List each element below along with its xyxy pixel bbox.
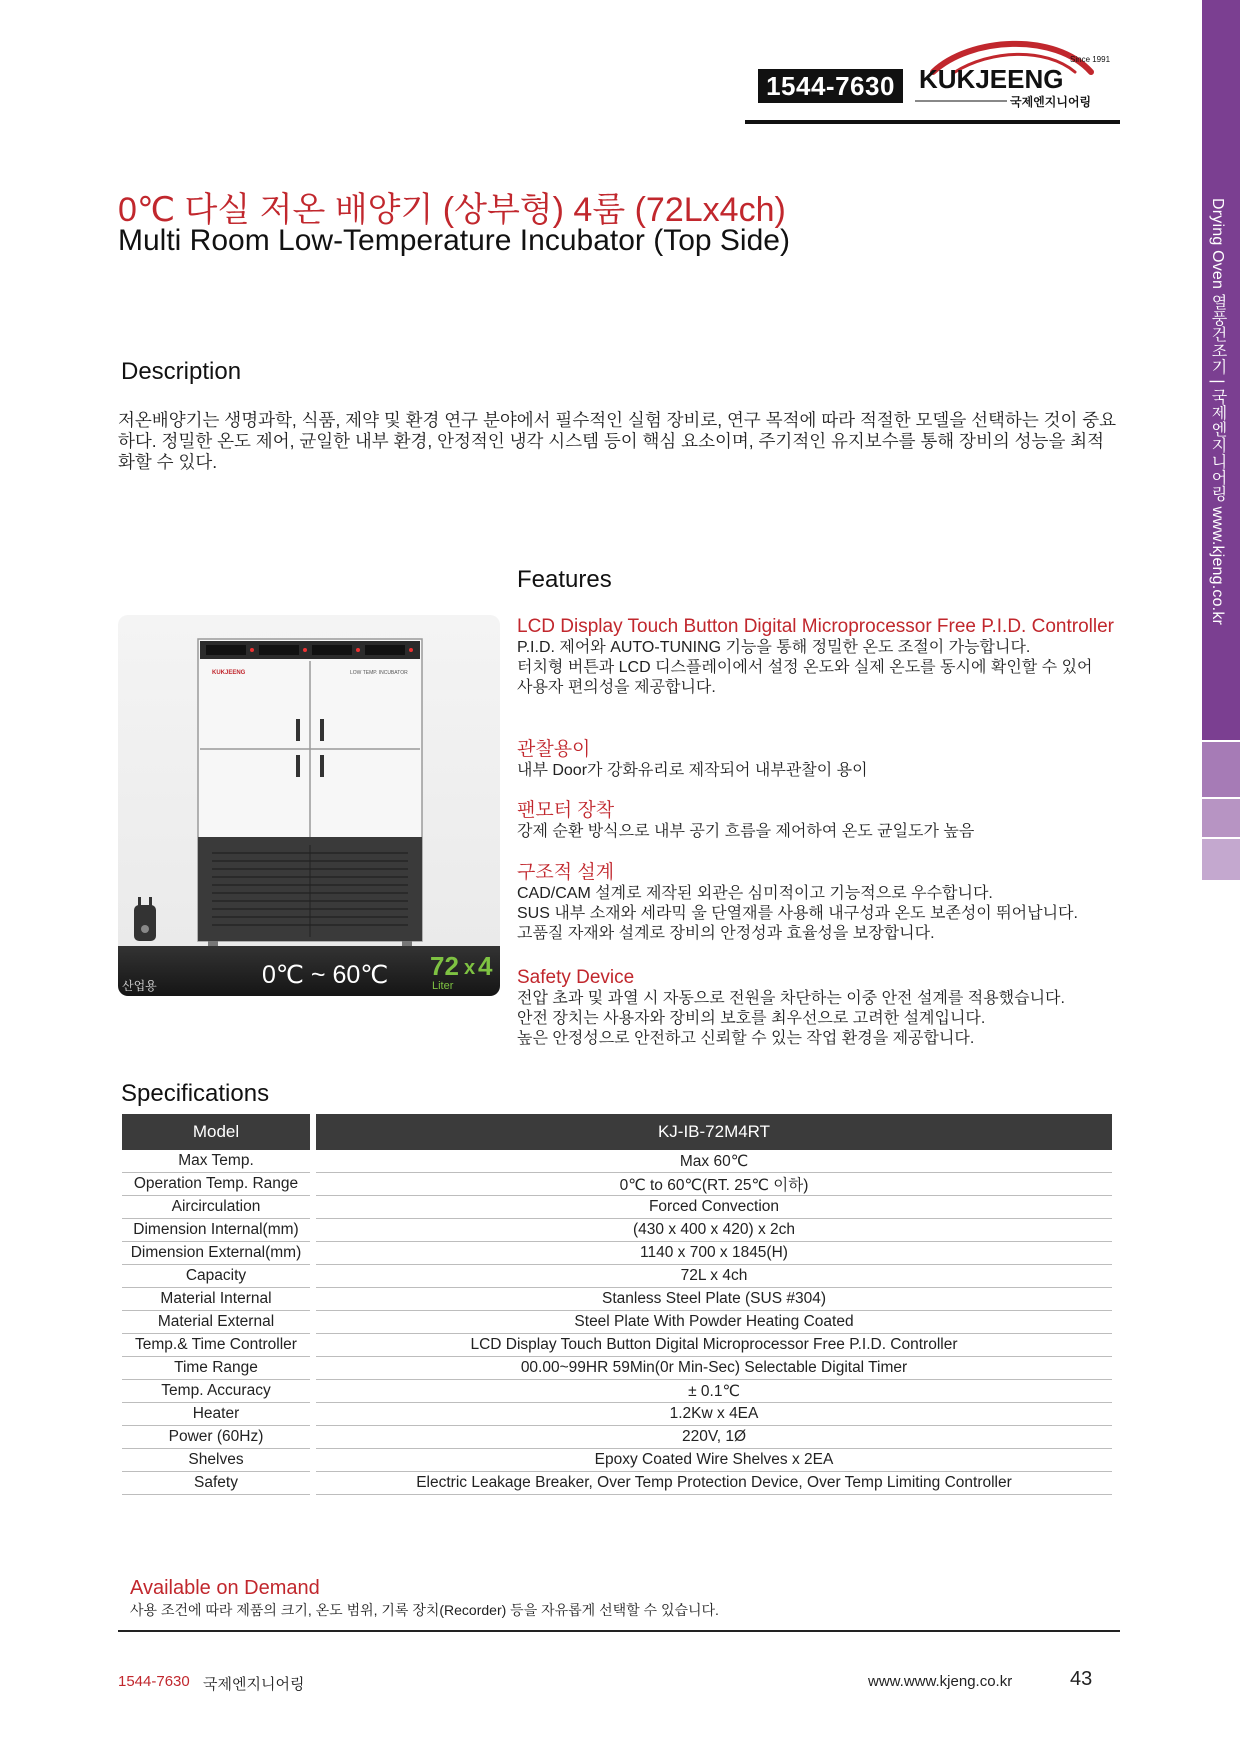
spec-value: Forced Convection [316, 1196, 1112, 1219]
spec-value: Stanless Steel Plate (SUS #304) [316, 1288, 1112, 1311]
logo-wordmark: KUKJEENG [919, 64, 1064, 94]
feature-line: 안전 장치는 사용자와 장비의 보호를 최우선으로 고려한 설계입니다. [517, 1010, 986, 1027]
incubator-illustration [118, 615, 500, 985]
description-heading: Description [121, 358, 242, 385]
bottom-rule [118, 1630, 1120, 1632]
feature-item-observation [517, 739, 1117, 781]
feature-line: 터치형 버튼과 LCD 디스플레이에서 설정 온도와 실제 온도를 동시에 확인할 수 있어 [517, 659, 1093, 676]
spec-value: LCD Display Touch Button Digital Microprocessor Free P.I.D. Controller [316, 1334, 1112, 1357]
spec-table [122, 1114, 1112, 1495]
feature-item-fan-motor [517, 800, 1117, 842]
spec-label: Material Internal [122, 1288, 310, 1311]
spec-label: Dimension Internal(mm) [122, 1219, 310, 1242]
spec-value: Steel Plate With Powder Heating Coated [316, 1311, 1112, 1334]
spec-header-row [122, 1114, 1112, 1150]
feature-title: 구조적 설계 [517, 862, 615, 883]
logo-swoosh-icon [915, 32, 1125, 112]
available-on-demand-title: Available on Demand [130, 1577, 320, 1599]
plug-icon [134, 897, 156, 941]
product-image [118, 615, 500, 985]
page-title-korean: 0℃ 다실 저온 배양기 (상부형) 4룸 (72Lx4ch) [118, 191, 786, 229]
available-on-demand-body: 사용 조건에 따라 제품의 크기, 온도 범위, 기록 장치(Recorder) 등을 자유롭게 선택할 수 있습니다. [130, 1602, 719, 1618]
capacity-count: 4 [478, 951, 493, 981]
feature-line: 고품질 자재와 설계로 장비의 안정성과 효율성을 보장합니다. [517, 925, 935, 942]
specifications-heading: Specifications [121, 1080, 270, 1107]
side-tab-text: Drying Oven 열풍건조기 | 국제엔지니어링 www.kjeng.co.kr [1209, 198, 1226, 626]
company-logo [915, 32, 1125, 112]
spec-label: Heater [122, 1403, 310, 1426]
capacity-value: 72 [430, 951, 459, 981]
feature-line: 전압 초과 및 과열 시 자동으로 전원을 차단하는 이중 안전 설계를 적용했습니다. [517, 990, 1065, 1007]
spec-value: 1140 x 700 x 1845(H) [316, 1242, 1112, 1265]
spec-row [122, 1380, 1112, 1403]
spec-value: 1.2Kw x 4EA [316, 1403, 1112, 1426]
spec-label: Temp. Accuracy [122, 1380, 310, 1403]
spec-label: Operation Temp. Range [122, 1173, 310, 1196]
footer-company: 국제엔지니어링 [203, 1676, 305, 1693]
feature-title: 팬모터 장착 [517, 800, 615, 821]
feature-line: 사용자 편의성을 제공합니다. [517, 679, 716, 696]
spec-row [122, 1357, 1112, 1380]
spec-row [122, 1173, 1112, 1196]
page-title-english: Multi Room Low-Temperature Incubator (Top Side) [118, 224, 790, 257]
logo-korean: 국제엔지니어링 [1010, 95, 1092, 109]
feature-line: 내부 Door가 강화유리로 제작되어 내부관찰이 용이 [517, 762, 868, 779]
spec-value: 00.00~99HR 59Min(0r Min-Sec) Selectable Digital Timer [316, 1357, 1112, 1380]
header-rule [745, 120, 1120, 124]
side-tab-segment-2 [1202, 742, 1240, 797]
feature-title: LCD Display Touch Button Digital Microprocessor Free P.I.D. Controller [517, 616, 1114, 637]
spec-label: Time Range [122, 1357, 310, 1380]
capacity-x: x [464, 957, 476, 979]
spec-row [122, 1311, 1112, 1334]
spec-row [122, 1196, 1112, 1219]
description-body: 저온배양기는 생명과학, 식품, 제약 및 환경 연구 분야에서 필수적인 실험 장비로, 연구 목적에 따라 적절한 모델을 선택하는 것이 중요하다. 정밀한 온도 제어, 균일한 내부 환경, 안정적인 냉각 시스템 등이 핵심 요소이며, 주기적인 유지보수를 통해 장비의 성능을 최적화할 수 있다. [118, 410, 1117, 472]
temp-range-badge: 0℃ ~ 60℃ [262, 961, 389, 989]
spec-label: Capacity [122, 1265, 310, 1288]
feature-line: 높은 안정성으로 안전하고 신뢰할 수 있는 작업 환경을 제공합니다. [517, 1030, 975, 1047]
spec-row [122, 1403, 1112, 1426]
spec-label: Material External [122, 1311, 310, 1334]
feature-line: 강제 순환 방식으로 내부 공기 흐름을 제어하여 온도 균일도가 높음 [517, 823, 975, 840]
spec-row [122, 1472, 1112, 1495]
feature-line: SUS 내부 소재와 세라믹 울 단열재를 사용해 내구성과 온도 보존성이 뛰어납니다. [517, 905, 1078, 922]
feature-title: Safety Device [517, 967, 635, 988]
spec-label: Max Temp. [122, 1150, 310, 1173]
spec-header-label: Model [122, 1114, 310, 1150]
capacity-unit: Liter [432, 980, 454, 992]
spec-value: Electric Leakage Breaker, Over Temp Protection Device, Over Temp Limiting Controller [316, 1472, 1112, 1495]
spec-value: 0℃ to 60℃(RT. 25℃ 이하) [316, 1173, 1112, 1196]
spec-label: Power (60Hz) [122, 1426, 310, 1449]
spec-header-model: KJ-IB-72M4RT [316, 1114, 1112, 1150]
spec-row [122, 1449, 1112, 1472]
spec-label: Temp.& Time Controller [122, 1334, 310, 1357]
features-heading: Features [517, 566, 612, 593]
spec-row [122, 1219, 1112, 1242]
spec-value: 72L x 4ch [316, 1265, 1112, 1288]
spec-row [122, 1150, 1112, 1173]
feature-item-controller [517, 616, 1117, 698]
spec-value: (430 x 400 x 420) x 2ch [316, 1219, 1112, 1242]
spec-row [122, 1426, 1112, 1449]
logo-since: Since 1991 [1070, 55, 1111, 64]
spec-value: 220V, 1Ø [316, 1426, 1112, 1449]
spec-row [122, 1288, 1112, 1311]
feature-line: P.I.D. 제어와 AUTO-TUNING 기능을 통해 정밀한 온도 조절이 가능합니다. [517, 639, 1031, 656]
side-tab-segment-4 [1202, 839, 1240, 880]
spec-row [122, 1242, 1112, 1265]
cabinet-panel-label: LOW TEMP. INCUBATOR [350, 670, 408, 676]
spec-value: ± 0.1℃ [316, 1380, 1112, 1403]
spec-label: Aircirculation [122, 1196, 310, 1219]
page-number: 43 [1070, 1668, 1093, 1690]
feature-item-safety [517, 967, 1117, 1049]
feature-title: 관찰용이 [517, 739, 591, 760]
footer-url[interactable]: www.www.kjeng.co.kr [868, 1673, 1013, 1690]
spec-row [122, 1334, 1112, 1357]
industrial-label: 산업용 [122, 979, 157, 993]
spec-label: Dimension External(mm) [122, 1242, 310, 1265]
spec-row [122, 1265, 1112, 1288]
spec-label: Shelves [122, 1449, 310, 1472]
cabinet-brand-label: KUKJEENG [212, 670, 246, 676]
footer-phone: 1544-7630 [118, 1673, 190, 1690]
feature-item-structure [517, 862, 1117, 944]
spec-value: Max 60℃ [316, 1150, 1112, 1173]
feature-line: CAD/CAM 설계로 제작된 외관은 심미적이고 기능적으로 우수합니다. [517, 885, 993, 902]
spec-value: Epoxy Coated Wire Shelves x 2EA [316, 1449, 1112, 1472]
header-phone: 1544-7630 [758, 69, 903, 103]
side-tab-segment-3 [1202, 799, 1240, 837]
spec-label: Safety [122, 1472, 310, 1495]
